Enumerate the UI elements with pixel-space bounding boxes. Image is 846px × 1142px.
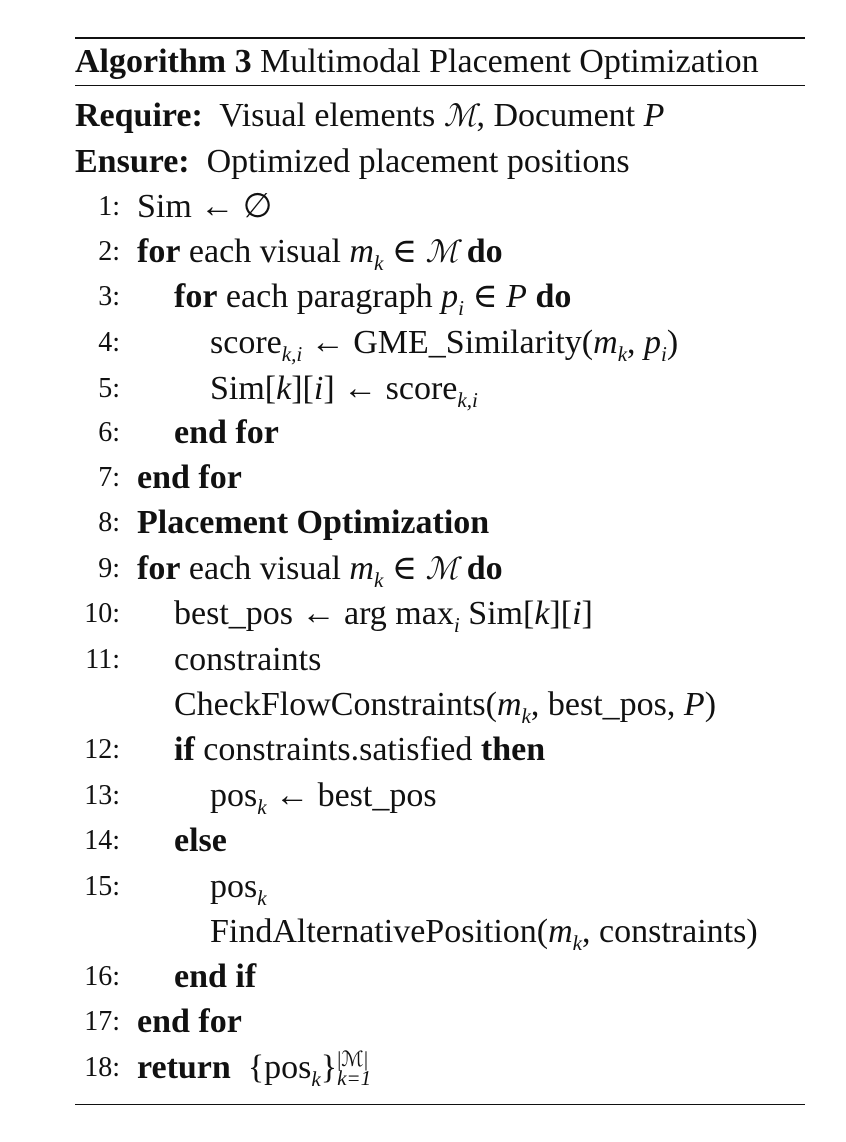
constraints-arg: constraints) — [599, 913, 758, 950]
symbol-P: P — [506, 278, 527, 315]
top-rule — [75, 37, 805, 39]
var-m: m — [496, 686, 522, 723]
line-number: 17: — [84, 1006, 120, 1037]
require-text-b: , Document — [476, 97, 636, 134]
sub-k: k — [617, 342, 628, 366]
sub-ki: k,i — [457, 388, 478, 412]
line-text: each paragraph — [225, 278, 433, 315]
keyword-end-if: end if — [174, 958, 257, 995]
sub-i: i — [661, 342, 667, 366]
set-bounds — [337, 1047, 372, 1091]
var-m: m — [349, 233, 374, 270]
var-m: m — [349, 550, 374, 587]
constraints-var: constraints — [174, 641, 322, 678]
upper-bound: |ℳ| — [337, 1047, 369, 1072]
line-number: 10: — [84, 598, 120, 629]
line-text: Sim ← ∅ — [137, 188, 273, 225]
line-number: 15: — [84, 871, 120, 902]
var-k: k — [534, 595, 550, 632]
keyword-end-for: end for — [137, 459, 242, 496]
require-text-a: Visual elements — [219, 97, 436, 134]
keyword-end-for: end for — [174, 414, 279, 451]
keyword-then: then — [480, 731, 546, 768]
ensure-text: Optimized placement positions — [206, 143, 630, 180]
line-number: 9: — [98, 553, 120, 584]
keyword-return: return — [137, 1049, 231, 1086]
line-number: 12: — [84, 734, 120, 765]
require-keyword: Require: — [75, 97, 203, 134]
element-of: ∈ — [391, 550, 418, 587]
bottom-rule — [75, 1104, 805, 1105]
algorithm-caption — [75, 40, 759, 84]
var-i: i — [313, 370, 324, 407]
sub-k: k — [572, 931, 583, 955]
sub-k: k — [257, 795, 267, 819]
sub-k: k — [521, 704, 531, 728]
algorithm-title: Multimodal Placement Optimization — [260, 43, 759, 80]
symbol-M: ℳ — [443, 99, 477, 134]
keyword-for: for — [174, 278, 218, 315]
line-number: 3: — [98, 281, 120, 312]
keyword-do: do — [466, 233, 503, 270]
algorithm-label: Algorithm 3 — [75, 43, 252, 80]
find-alt-call: FindAlternativePosition( — [210, 913, 549, 950]
keyword-for: for — [137, 233, 181, 270]
line-text: each visual — [188, 233, 341, 270]
var-p: p — [644, 324, 662, 361]
line-number: 14: — [84, 825, 120, 856]
element-of: ∈ — [391, 233, 418, 270]
line-number: 4: — [98, 327, 120, 358]
keyword-for: for — [137, 550, 181, 587]
element-of: ∈ — [472, 278, 498, 315]
line-number: 13: — [84, 780, 120, 811]
sub-k: k — [373, 251, 384, 275]
check-call: CheckFlowConstraints( — [174, 686, 497, 723]
var-i: i — [572, 595, 582, 632]
ensure-keyword: Ensure: — [75, 143, 190, 180]
assign-best-pos: ← best_pos — [275, 777, 437, 814]
pos-text: pos — [210, 777, 258, 814]
gme-call: ← GME_Similarity( — [310, 324, 594, 361]
sim-text: Sim[ — [468, 595, 535, 632]
symbol-M: ℳ — [425, 235, 459, 270]
var-m: m — [548, 913, 573, 950]
caption-rule — [75, 85, 805, 86]
sub-k: k — [373, 568, 384, 592]
line-number: 7: — [98, 462, 120, 493]
argmax-text: best_pos ← arg max — [174, 595, 454, 632]
lower-bound: k=1 — [337, 1066, 372, 1091]
line-text: each visual — [188, 550, 341, 587]
line-number: 6: — [98, 417, 120, 448]
sub-i: i — [458, 296, 464, 320]
var-p: p — [441, 278, 459, 315]
section-heading: Placement Optimization — [137, 504, 490, 541]
symbol-P: P — [683, 686, 705, 723]
line-number: 18: — [84, 1052, 120, 1083]
pos-text: pos — [210, 868, 258, 905]
sub-ki: k,i — [281, 342, 303, 366]
sim-text: Sim[ — [210, 370, 277, 407]
symbol-P: P — [643, 97, 665, 134]
line-number: 16: — [84, 961, 120, 992]
keyword-end-for: end for — [137, 1003, 242, 1040]
best-pos-arg: best_pos, — [547, 686, 676, 723]
symbol-M: ℳ — [425, 552, 459, 587]
keyword-else: else — [174, 822, 227, 859]
var-m: m — [593, 324, 618, 361]
var-k: k — [276, 370, 292, 407]
line-text: constraints.satisfied — [203, 731, 473, 768]
line-number: 1: — [98, 191, 120, 222]
sub-i: i — [453, 613, 460, 637]
line-number: 5: — [98, 373, 120, 404]
line-number: 8: — [98, 507, 120, 538]
line-number: 2: — [98, 236, 120, 267]
assign-score: ] ← score — [323, 370, 458, 407]
pos-set-text: {pos — [247, 1049, 312, 1086]
keyword-do: do — [535, 278, 572, 315]
sub-k: k — [311, 1067, 321, 1091]
sub-k: k — [257, 886, 267, 910]
line-number: 11: — [85, 644, 120, 675]
score-text: score — [210, 324, 282, 361]
keyword-if: if — [174, 731, 195, 768]
keyword-do: do — [466, 550, 503, 587]
